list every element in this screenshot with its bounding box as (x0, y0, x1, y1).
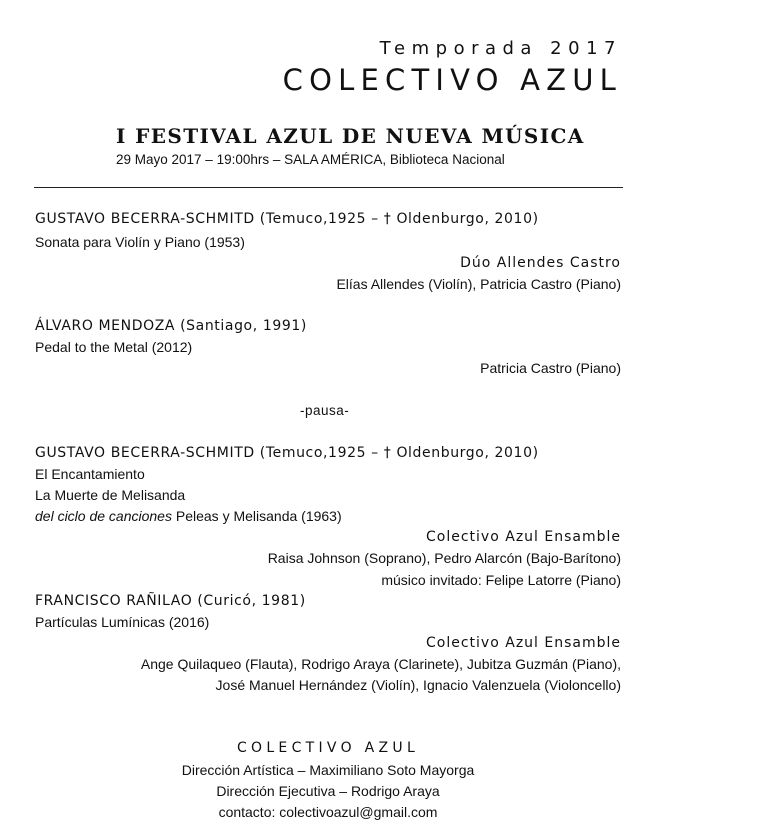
composer-3: GUSTAVO BECERRA-SCHMITD (Temuco,1925 – † Oldenburgo, 2010) (35, 445, 539, 461)
performers-4a: Ange Quilaqueo (Flauta), Rodrigo Araya (Clarinete), Jubitza Guzmán (Piano), (140, 656, 621, 672)
event-details: 29 Mayo 2017 – 19:00hrs – SALA AMÉRICA, Biblioteca Nacional (116, 152, 505, 167)
festival-title: I FESTIVAL AZUL DE NUEVA MÚSICA (116, 124, 585, 148)
composer-2: ÁLVARO MENDOZA (Santiago, 1991) (35, 318, 307, 334)
performers-3b: músico invitado: Felipe Latorre (Piano) (381, 572, 621, 588)
performers-2: Patricia Castro (Piano) (480, 360, 621, 376)
artistic-direction: Dirección Artística – Maximiliano Soto Mayorga (181, 762, 475, 778)
ensemble-1: Dúo Allendes Castro (460, 255, 621, 271)
footer-title: COLECTIVO AZUL (236, 740, 420, 756)
cycle-line (35, 508, 342, 524)
performers-4b: José Manuel Hernández (Violín), Ignacio Valenzuela (Violoncello) (215, 677, 621, 693)
performers-3a: Raisa Johnson (Soprano), Pedro Alarcón (Bajo-Barítono) (267, 550, 621, 566)
work-4: Partículas Lumínicas (2016) (35, 614, 210, 630)
composer-4: FRANCISCO RAÑILAO (Curicó, 1981) (35, 593, 306, 609)
ensemble-3: Colectivo Azul Ensamble (426, 529, 621, 545)
composer-1: GUSTAVO BECERRA-SCHMITD (Temuco,1925 – † Oldenburgo, 2010) (35, 211, 539, 227)
divider (34, 187, 623, 188)
cycle-title: Peleas y Melisanda (1963) (171, 508, 342, 524)
season-heading: Temporada 2017 (379, 38, 622, 59)
work-3b: La Muerte de Melisanda (35, 487, 186, 503)
group-title: COLECTIVO AZUL (282, 63, 622, 97)
work-2: Pedal to the Metal (2012) (35, 339, 193, 355)
contact-line: contacto: colectivoazul@gmail.com (218, 804, 438, 820)
work-3a: El Encantamiento (35, 466, 145, 482)
cycle-prefix: del ciclo de canciones (35, 508, 172, 524)
ensemble-4: Colectivo Azul Ensamble (426, 635, 621, 651)
performers-1: Elías Allendes (Violín), Patricia Castro (Piano) (336, 276, 621, 292)
executive-direction: Dirección Ejecutiva – Rodrigo Araya (216, 783, 440, 799)
work-1: Sonata para Violín y Piano (1953) (35, 234, 245, 250)
pause-label: -pausa- (300, 403, 350, 418)
